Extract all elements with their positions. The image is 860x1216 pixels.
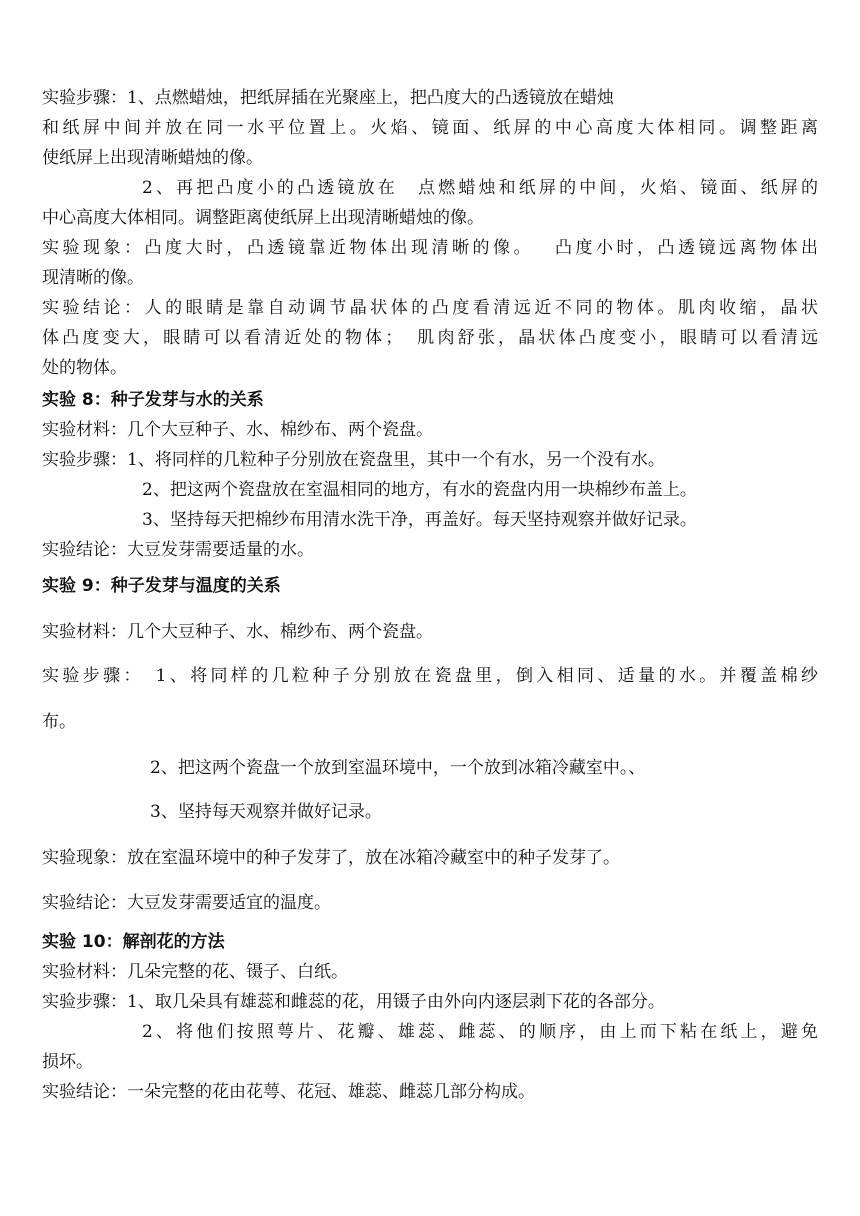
text-line: 3、坚持每天观察并做好记录。 — [150, 802, 382, 822]
text-line: 实验步骤：1、点燃蜡烛，把纸屏插在光聚座上，把凸度大的凸透镜放在蜡烛 — [42, 88, 614, 108]
text-line: 2、再把凸度小的凸透镜放在 点燃蜡烛和纸屏的中间，火焰、镜面、纸屏的 — [142, 178, 818, 198]
text-line: 2、将他们按照萼片、花瓣、雄蕊、雌蕊、的顺序，由上而下粘在纸上，避免 — [142, 1022, 818, 1042]
section-heading: 实验 9：种子发芽与温度的关系 — [42, 576, 281, 596]
text-line: 使纸屏上出现清晰蜡烛的像。 — [42, 148, 263, 168]
text-line: 实验现象：凸度大时，凸透镜靠近物体出现清晰的像。 凸度小时，凸透镜远离物体出 — [42, 238, 818, 258]
text-line: 损坏。 — [42, 1052, 93, 1072]
text-line: 实验材料：几个大豆种子、水、棉纱布、两个瓷盘。 — [42, 622, 433, 642]
section-heading: 实验 10：解剖花的方法 — [42, 932, 225, 952]
text-line: 实验材料：几朵完整的花、镊子、白纸。 — [42, 962, 348, 982]
text-line: 实验结论：大豆发芽需要适宜的温度。 — [42, 893, 331, 913]
text-line: 实验结论：大豆发芽需要适量的水。 — [42, 540, 314, 560]
text-line: 处的物体。 — [42, 358, 127, 378]
text-line: 实验结论：一朵完整的花由花萼、花冠、雄蕊、雌蕊几部分构成。 — [42, 1082, 535, 1102]
text-line: 实验步骤： 1、将同样的几粒种子分别放在瓷盘里，倒入相同、适量的水。并覆盖棉纱 — [42, 666, 818, 686]
text-line: 和纸屏中间并放在同一水平位置上。火焰、镜面、纸屏的中心高度大体相同。调整距离 — [42, 118, 818, 138]
text-line: 实验现象：放在室温环境中的种子发芽了，放在冰箱冷藏室中的种子发芽了。 — [42, 848, 620, 868]
text-line: 实验步骤：1、取几朵具有雄蕊和雌蕊的花，用镊子由外向内逐层剥下花的各部分。 — [42, 992, 665, 1012]
text-line: 中心高度大体相同。调整距离使纸屏上出现清晰蜡烛的像。 — [42, 208, 484, 228]
text-line: 2、把这两个瓷盘放在室温相同的地方，有水的瓷盘内用一块棉纱布盖上。 — [142, 480, 697, 500]
text-line: 实验步骤：1、将同样的几粒种子分别放在瓷盘里，其中一个有水，另一个没有水。 — [42, 450, 665, 470]
text-line: 现清晰的像。 — [42, 268, 144, 288]
text-line: 2、把这两个瓷盘一个放到室温环境中，一个放到冰箱冷藏室中。、 — [150, 758, 646, 778]
text-line: 体凸度变大，眼睛可以看清近处的物体； 肌肉舒张，晶状体凸度变小，眼睛可以看清远 — [42, 328, 818, 348]
text-line: 3、坚持每天把棉纱布用清水洗干净，再盖好。每天坚持观察并做好记录。 — [142, 510, 697, 530]
text-line: 布。 — [42, 712, 76, 732]
text-line: 实验结论：人的眼睛是靠自动调节晶状体的凸度看清远近不同的物体。肌肉收缩，晶状 — [42, 298, 818, 318]
section-heading: 实验 8：种子发芽与水的关系 — [42, 390, 264, 410]
text-line: 实验材料：几个大豆种子、水、棉纱布、两个瓷盘。 — [42, 420, 433, 440]
